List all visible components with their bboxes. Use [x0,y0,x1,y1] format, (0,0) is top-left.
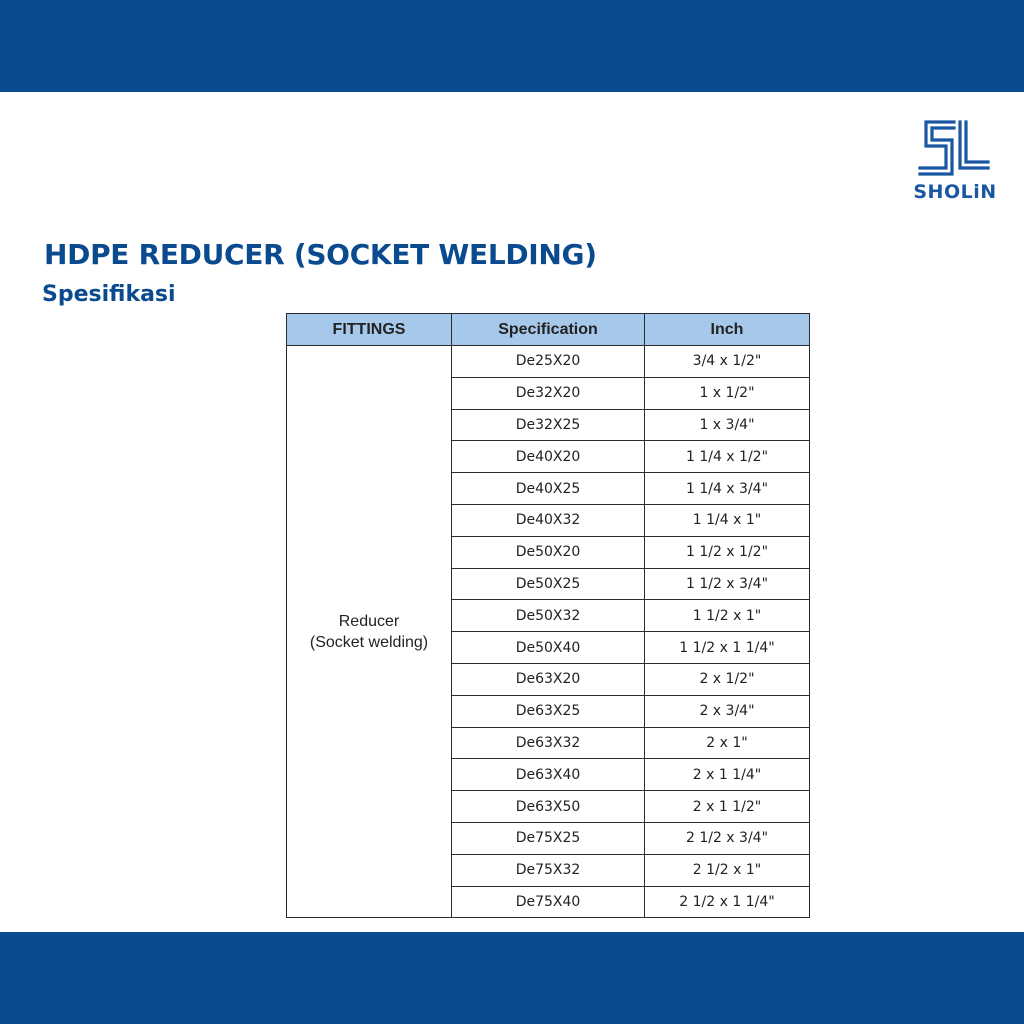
spec-table [286,313,810,918]
inch-cell: 1 1/4 x 1/2" [645,441,810,473]
inch-cell: 2 1/2 x 1 1/4" [645,886,810,918]
header-fittings: FITTINGS [287,314,452,346]
inch-cell: 1 1/4 x 1" [645,504,810,536]
spec-cell: De25X20 [452,346,645,378]
spec-cell: De40X25 [452,473,645,505]
fitting-method: (Socket welding) [309,633,429,651]
spec-cell: De32X25 [452,409,645,441]
spec-cell: De50X32 [452,600,645,632]
sl-logo-icon [916,118,992,178]
inch-cell: 1 1/2 x 3/4" [645,568,810,600]
inch-cell: 1 x 1/2" [645,377,810,409]
inch-cell: 2 x 3/4" [645,695,810,727]
spec-cell: De63X32 [452,727,645,759]
header-specification: Specification [452,314,645,346]
inch-cell: 1 1/2 x 1" [645,600,810,632]
spec-cell: De63X20 [452,663,645,695]
spec-cell: De32X20 [452,377,645,409]
spec-cell: De75X32 [452,854,645,886]
inch-cell: 2 x 1/2" [645,663,810,695]
inch-cell: 1 x 3/4" [645,409,810,441]
table-header-row [287,314,810,346]
top-banner [0,0,1024,92]
inch-cell: 1 1/4 x 3/4" [645,473,810,505]
spec-cell: De50X20 [452,536,645,568]
inch-cell: 2 1/2 x 3/4" [645,822,810,854]
header-inch: Inch [645,314,810,346]
inch-cell: 2 x 1 1/4" [645,759,810,791]
spec-cell: De75X40 [452,886,645,918]
table-row [287,346,810,378]
inch-cell: 3/4 x 1/2" [645,346,810,378]
inch-cell: 2 x 1" [645,727,810,759]
spec-cell: De50X25 [452,568,645,600]
sholin-logo [890,118,1020,208]
fitting-type-cell [287,346,452,918]
inch-cell: 1 1/2 x 1/2" [645,536,810,568]
spec-cell: De40X32 [452,504,645,536]
page-title: HDPE REDUCER (SOCKET WELDING) [44,238,597,271]
spec-cell: De50X40 [452,632,645,664]
inch-cell: 2 x 1 1/2" [645,791,810,823]
spec-cell: De63X40 [452,759,645,791]
inch-cell: 2 1/2 x 1" [645,854,810,886]
bottom-banner [0,932,1024,1024]
spec-cell: De40X20 [452,441,645,473]
spec-cell: De63X50 [452,791,645,823]
spec-cell: De75X25 [452,822,645,854]
inch-cell: 1 1/2 x 1 1/4" [645,632,810,664]
brand-name: SHOLiN [913,181,997,203]
fitting-name: Reducer [338,612,400,630]
spec-cell: De63X25 [452,695,645,727]
page-subtitle: Spesifikasi [42,282,176,307]
